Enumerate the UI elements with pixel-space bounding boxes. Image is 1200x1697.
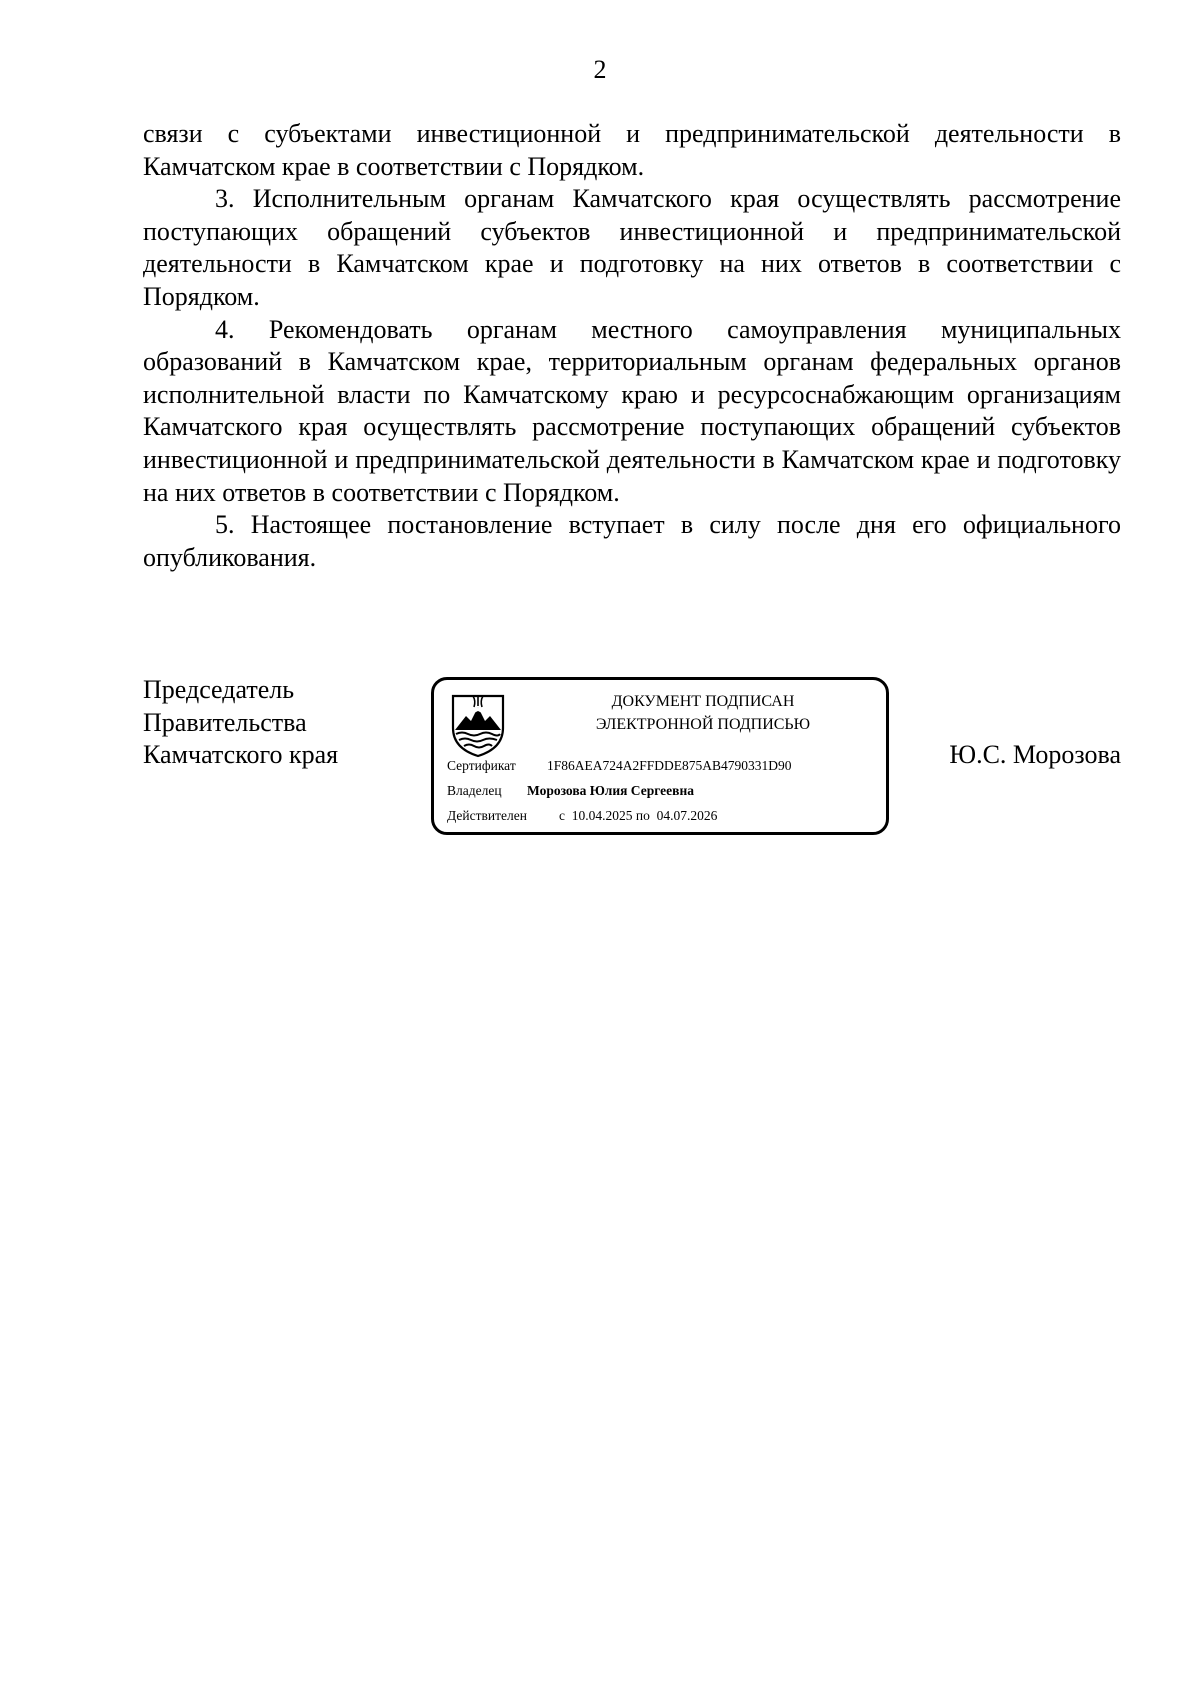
- certificate-value: 1F86AEA724A2FFDDE875AB4790331D90: [547, 758, 792, 773]
- stamp-heading-line: ЭЛЕКТРОННОЙ ПОДПИСЬЮ: [595, 716, 811, 733]
- document-body: [143, 118, 1121, 574]
- validity-label: Действителен: [447, 808, 527, 823]
- stamp-validity-row: [447, 807, 717, 825]
- paragraph-item-3: 3. Исполнительным органам Камчатского края осуществлять рассмотрение поступающих обращений субъектов инвестиционной и предпринимательской деятельности в Камчатском крае и подготовку на них ответов в соответствии с Порядком.: [143, 184, 1121, 311]
- stamp-owner-row: [447, 782, 694, 800]
- certificate-label: Сертификат: [447, 758, 516, 773]
- paragraph-item-5: 5. Настоящее постановление вступает в силу после дня его официального опубликования.: [143, 510, 1121, 572]
- stamp-certificate-row: [447, 757, 792, 775]
- signer-title-line: Камчатского края: [143, 740, 339, 770]
- validity-value: с 10.04.2025 по 04.07.2026: [559, 808, 718, 823]
- stamp-heading: [518, 690, 888, 736]
- signer-title: [143, 674, 338, 772]
- signer-title-line: Правительства: [143, 707, 307, 737]
- paragraph-item-4: 4. Рекомендовать органам местного самоуправления муниципальных образований в Камчатском крае, территориальным органам федеральных органов исполнительной власти по Камчатскому краю и ресурсоснабжающим организациям Камчатского края осуществлять рассмотрение поступающих обращений субъектов инвестиционной и предпринимательской деятельности в Камчатском крае и подготовку на них ответов в соответствии с Порядком.: [143, 314, 1121, 507]
- page-number: 2: [593, 55, 607, 84]
- owner-value: Морозова Юлия Сергеевна: [527, 783, 694, 798]
- electronic-signature-stamp: [431, 677, 889, 835]
- owner-label: Владелец: [447, 783, 502, 798]
- kamchatka-coat-of-arms-icon: [450, 692, 506, 758]
- signer-title-line: Председатель: [143, 675, 295, 704]
- paragraph: связи с субъектами инвестиционной и предпринимательской деятельности в Камчатском крае в соответствии с Порядком.: [143, 119, 1121, 181]
- signer-name: Ю.С. Морозова: [949, 740, 1121, 769]
- stamp-heading-line: ДОКУМЕНТ ПОДПИСАН: [611, 693, 795, 710]
